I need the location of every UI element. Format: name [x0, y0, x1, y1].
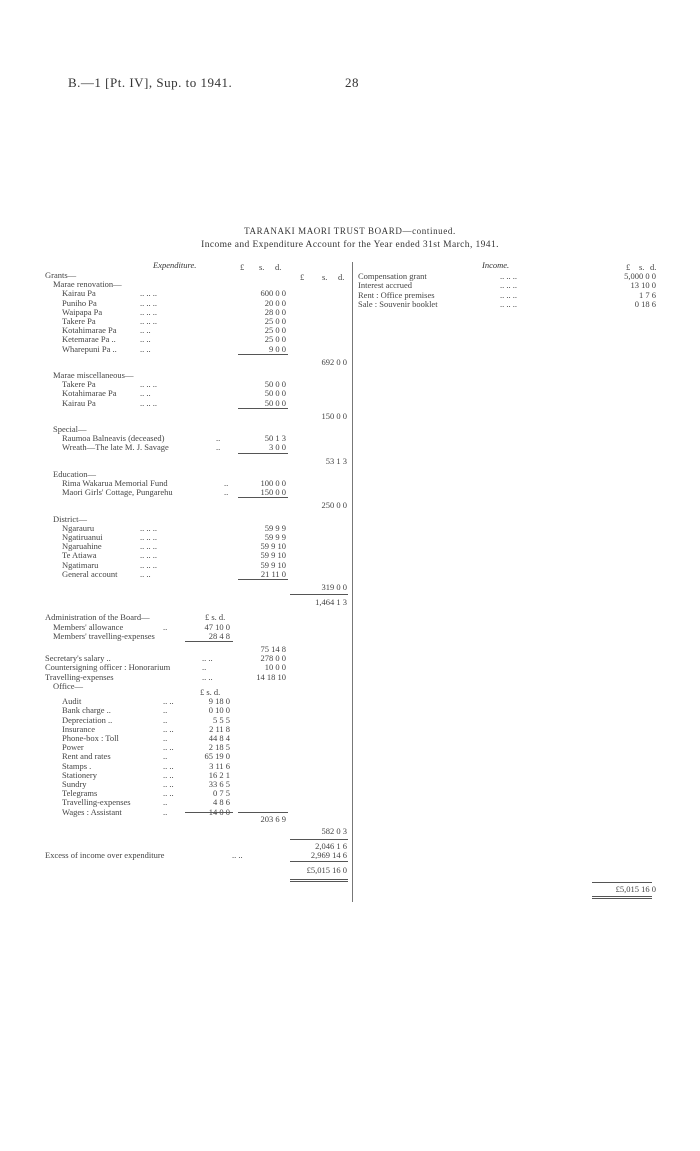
item-name: Rent and rates: [62, 751, 111, 762]
col-head-pounds: £: [240, 262, 245, 272]
item-amount: 59 9 10: [260, 541, 286, 552]
grants-heading: Grants—: [45, 270, 77, 280]
item-amount: 14 18 10: [256, 671, 286, 682]
leader-dots: .. ..: [163, 788, 174, 799]
income-col-pounds: £: [626, 262, 631, 272]
item-amount: 25 0 0: [264, 325, 286, 336]
office-col-heads: £ s. d.: [200, 687, 221, 697]
item-amount: 59 9 9: [264, 532, 286, 542]
item-name: Countersigning officer : Honorarium: [45, 662, 171, 673]
item-amount: 50 1 3: [264, 433, 286, 444]
item-amount: 50 0 0: [264, 379, 286, 390]
leader-dots: .. .. ..: [140, 559, 157, 570]
leader-dots: .. ..: [140, 343, 151, 354]
district-total: 319 0 0: [321, 582, 347, 592]
rule: [592, 882, 652, 883]
income-item-name: Rent : Office premises: [358, 289, 435, 300]
col-head-shillings-2: s.: [322, 272, 328, 282]
item-amount: 10 0 0: [264, 662, 286, 673]
office-heading: Office—: [53, 680, 84, 691]
leader-dots: .. .. ..: [140, 397, 157, 408]
account-subtitle: Income and Expenditure Account for the Year ended 31st March, 1941.: [201, 240, 499, 250]
rule: [290, 861, 348, 862]
expenditure-grand-total: £5,015 16 0: [306, 864, 347, 875]
item-name: Kotahimarae Pa: [62, 388, 117, 399]
item-name: Insurance: [62, 723, 96, 734]
special-total: 53 1 3: [325, 455, 347, 466]
item-name: Wharepuni Pa ..: [62, 343, 117, 354]
leader-dots: .. .. ..: [140, 306, 157, 317]
income-item-amount: 5,000 0 0: [624, 271, 656, 282]
item-amount: 0 10 0: [208, 705, 230, 716]
item-name: Phone-box : Toll: [62, 733, 119, 743]
rule: [185, 641, 233, 642]
income-item-amount: 0 18 6: [634, 298, 656, 309]
item-name: Power: [62, 742, 84, 753]
leader-dots: .. ..: [163, 779, 174, 789]
item-name: Rima Wakarua Memorial Fund: [62, 478, 168, 488]
income-item-name: Sale : Souvenir booklet: [358, 298, 438, 309]
renovation-total: 692 0 0: [321, 356, 347, 367]
item-amount: 16 2 1: [208, 769, 230, 780]
rule: [238, 453, 288, 454]
item-name: Members' travelling-expenses: [53, 630, 155, 641]
leader-dots: ..: [163, 621, 168, 632]
rule: [238, 354, 288, 355]
item-name: Puniho Pa: [62, 297, 97, 308]
item-amount: 0 7 5: [213, 788, 230, 799]
leader-dots: .. .. ..: [140, 522, 157, 533]
item-amount: 4 8 6: [213, 797, 230, 808]
leader-dots: ..: [224, 478, 229, 488]
item-amount: 28 0 0: [264, 306, 286, 317]
rule: [238, 497, 288, 498]
subtotal: 2,046 1 6: [315, 841, 347, 852]
leader-dots: .. ..: [163, 742, 174, 753]
income-item-amount: 1 7 6: [639, 289, 656, 300]
leader-dots: ..: [163, 733, 168, 743]
item-name: Depreciation ..: [62, 714, 113, 725]
leader-dots: .. .. ..: [500, 289, 517, 300]
item-name: Sundry: [62, 779, 87, 789]
item-name: Raumoa Balneavis (deceased): [62, 433, 165, 444]
excess-amount: 2,969 14 6: [310, 850, 347, 861]
item-name: Bank charge ..: [62, 705, 111, 716]
rule: [290, 879, 348, 880]
running-header: B.—1 [Pt. IV], Sup. to 1941.: [68, 75, 233, 90]
admin-total: 582 0 3: [321, 826, 347, 836]
item-name: Travelling-expenses: [62, 797, 131, 808]
item-name: Waipapa Pa: [62, 306, 103, 317]
item-amount: 59 9 9: [264, 522, 286, 533]
item-amount: 50 0 0: [264, 388, 286, 399]
page-number: 28: [345, 75, 359, 90]
leader-dots: .. ..: [163, 723, 174, 734]
rule: [238, 579, 288, 580]
leader-dots: ..: [163, 714, 168, 725]
item-amount: 59 9 10: [260, 559, 286, 570]
leader-dots: ..: [163, 705, 168, 716]
item-name: Ngatimaru: [62, 559, 99, 570]
item-name: General account: [62, 568, 118, 579]
item-name: Takere Pa: [62, 379, 96, 390]
grants-total: 1,464 1 3: [315, 597, 347, 608]
income-grand-total: £5,015 16 0: [615, 884, 656, 894]
item-name: Telegrams: [62, 788, 98, 799]
leader-dots: .. .. ..: [140, 541, 157, 552]
item-name: Ketemarae Pa ..: [62, 334, 116, 345]
expenditure-heading: Expenditure.: [153, 260, 197, 270]
item-name: Kairau Pa: [62, 288, 96, 299]
leader-dots: .. .. ..: [140, 532, 157, 542]
leader-dots: .. ..: [140, 334, 151, 345]
rule: [592, 898, 652, 899]
leader-dots: ..: [216, 442, 221, 453]
item-name: Te Atiawa: [62, 550, 97, 561]
item-name: Wages : Assistant: [62, 806, 122, 817]
leader-dots: ..: [224, 487, 229, 498]
leader-dots: .. .. ..: [140, 297, 157, 308]
leader-dots: .. ..: [163, 760, 174, 771]
leader-dots: ..: [163, 751, 168, 762]
leader-dots: .. ..: [202, 671, 213, 682]
item-amount: 50 0 0: [264, 397, 286, 408]
income-item-name: Interest accrued: [358, 280, 413, 291]
excess-label: Excess of income over expenditure: [45, 850, 165, 861]
leader-dots: .. .. ..: [140, 288, 157, 299]
leader-dots: .. .. ..: [140, 316, 157, 326]
item-name: Kairau Pa: [62, 397, 96, 408]
item-name: Stationery: [62, 769, 97, 780]
item-amount: 278 0 0: [260, 653, 286, 664]
item-name: Ngaruahine: [62, 541, 102, 552]
special-heading: Special—: [53, 424, 87, 434]
rule: [290, 594, 348, 595]
marae-renovation-heading: Marae renovation—: [53, 279, 122, 290]
item-amount: 25 0 0: [264, 316, 286, 326]
col-head-pence-2: d.: [338, 272, 345, 282]
income-item-amount: 13 10 0: [630, 280, 656, 291]
education-heading: Education—: [53, 468, 96, 479]
item-amount: 150 0 0: [260, 487, 286, 498]
item-amount: 59 9 10: [260, 550, 286, 561]
item-name: Kotahimarae Pa: [62, 325, 117, 336]
leader-dots: .. .. ..: [140, 379, 157, 390]
item-name: Maori Girls' Cottage, Pungarehu: [62, 487, 173, 498]
item-name: Secretary's salary ..: [45, 653, 111, 664]
item-amount: 21 11 0: [260, 568, 286, 579]
item-amount: 9 0 0: [269, 343, 286, 354]
income-item-name: Compensation grant: [358, 271, 427, 282]
rule: [185, 812, 233, 813]
admin-col-heads: £ s. d.: [205, 612, 226, 623]
item-amount: 28 4 8: [208, 630, 230, 641]
item-amount: 2 18 5: [208, 742, 230, 753]
leader-dots: .. ..: [140, 388, 151, 399]
members-total: 75 14 8: [260, 644, 286, 654]
leader-dots: ..: [202, 662, 207, 673]
office-total: 203 6 9: [260, 813, 286, 824]
item-amount: 47 10 0: [204, 621, 230, 632]
leader-dots: ..: [163, 806, 168, 817]
item-name: Stamps .: [62, 760, 92, 771]
leader-dots: .. ..: [232, 850, 243, 861]
item-name: Wreath—The late M. J. Savage: [62, 442, 169, 453]
col-head-pounds-2: £: [300, 272, 305, 282]
item-amount: 14 0 0: [208, 806, 230, 817]
item-name: Members' allowance: [53, 621, 124, 632]
income-col-pence: d.: [650, 262, 657, 272]
leader-dots: .. .. ..: [500, 298, 517, 309]
col-head-shillings: s.: [259, 262, 265, 272]
income-heading: Income.: [482, 260, 510, 270]
leader-dots: ..: [216, 433, 221, 444]
leader-dots: .. ..: [140, 325, 151, 336]
item-name: Travelling-expenses: [45, 671, 114, 682]
leader-dots: .. .. ..: [140, 550, 157, 561]
item-amount: 3 0 0: [269, 442, 286, 453]
education-total: 250 0 0: [321, 500, 347, 511]
item-amount: 65 19 0: [204, 751, 230, 762]
leader-dots: .. .. ..: [500, 280, 517, 291]
leader-dots: .. ..: [202, 653, 213, 664]
item-amount: 3 11 6: [209, 760, 230, 771]
item-amount: 25 0 0: [264, 334, 286, 345]
leader-dots: ..: [163, 797, 168, 808]
leader-dots: .. ..: [163, 696, 174, 707]
item-amount: 2 11 8: [209, 723, 230, 734]
item-amount: 5 5 5: [213, 714, 230, 725]
item-amount: 100 0 0: [260, 478, 286, 488]
column-divider: [352, 262, 353, 902]
district-heading: District—: [53, 513, 87, 524]
leader-dots: .. .. ..: [500, 271, 517, 282]
marae-misc-heading: Marae miscellaneous—: [53, 370, 134, 380]
rule: [290, 881, 348, 882]
leader-dots: .. ..: [163, 769, 174, 780]
item-amount: 33 6 5: [208, 779, 230, 789]
item-amount: 9 18 0: [208, 696, 230, 707]
col-head-pence: d.: [275, 262, 282, 272]
admin-heading: Administration of the Board—: [45, 612, 150, 623]
rule: [290, 839, 348, 840]
income-col-shillings: s.: [639, 262, 645, 272]
document-title: TARANAKI MAORI TRUST BOARD—continued.: [244, 226, 456, 236]
item-amount: 600 0 0: [260, 288, 286, 299]
rule: [238, 408, 288, 409]
item-name: Takere Pa: [62, 316, 96, 326]
item-name: Audit: [62, 696, 82, 707]
item-amount: 20 0 0: [264, 297, 286, 308]
leader-dots: .. ..: [140, 568, 151, 579]
rule: [592, 896, 652, 897]
item-name: Ngatiruanui: [62, 532, 103, 542]
item-amount: 44 8 4: [208, 733, 230, 743]
item-name: Ngarauru: [62, 522, 95, 533]
misc-total: 150 0 0: [321, 410, 347, 421]
rule: [238, 812, 288, 813]
